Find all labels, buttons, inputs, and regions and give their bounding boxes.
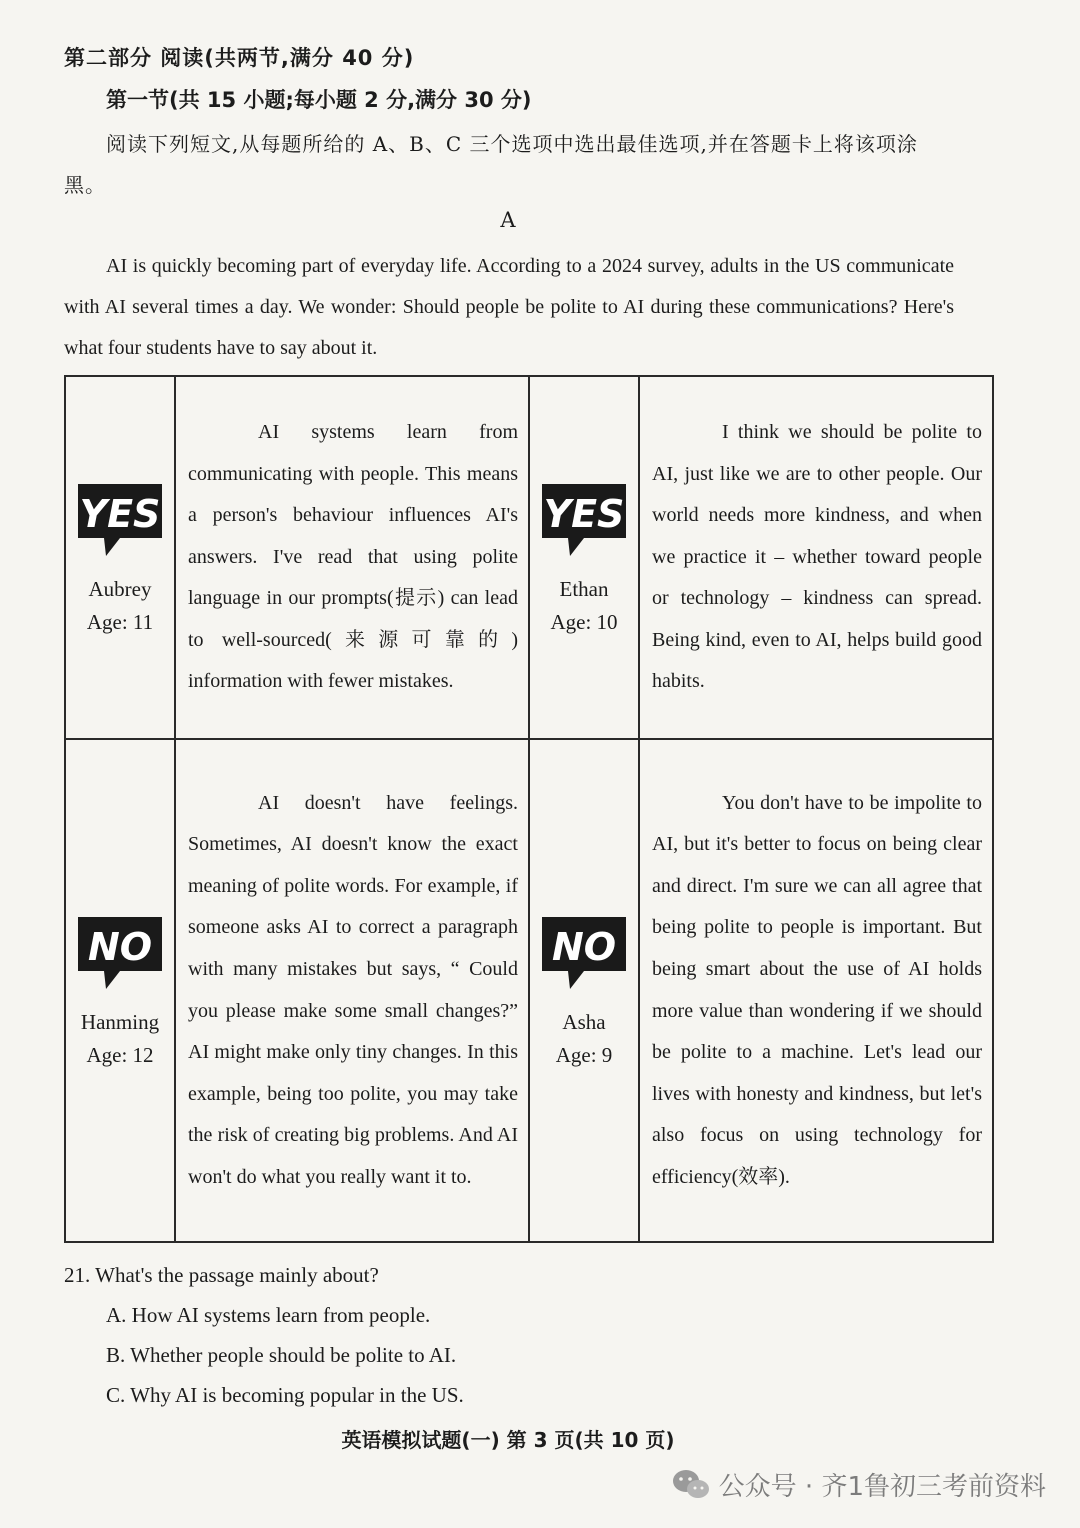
student-age: Age: 12 — [86, 1043, 154, 1067]
yes-bubble-icon — [72, 480, 168, 560]
passage-label: A — [500, 208, 516, 232]
student-name: Aubrey — [88, 577, 152, 601]
badge-label: NO — [551, 925, 617, 969]
student-opinion: AI systems learn from communicating with people. This means a person's behaviour influences AI's answers. I've read that using polite language in our prompts(提示) can lead to well-sourced(来源可靠的) information with fewer mistakes. — [175, 376, 529, 739]
yes-bubble-icon — [536, 480, 632, 560]
option-a: A. How AI systems learn from people. — [106, 1303, 431, 1327]
section-title: 第一节(共 15 小题;每小题 2 分,满分 30 分) — [106, 88, 532, 112]
intro-paragraph: AI is quickly becoming part of everyday life. According to a 2024 survey, adults in the US communicate with AI several times a day. We wonder: Should people be polite to AI during these communications? Here's what four students have to say about it. — [64, 255, 954, 359]
student-cell — [65, 739, 175, 1242]
student-name: Ethan — [559, 577, 609, 601]
part-title: 第二部分 阅读(共两节,满分 40 分) — [64, 46, 415, 70]
watermark-text: 公众号 · 齐1鲁初三考前资料 — [718, 1472, 1046, 1502]
student-opinion: AI doesn't have feelings. Sometimes, AI doesn't know the exact meaning of polite words. For example, if someone asks AI to correct a paragraph with many mistakes but says, “ Could you please make some small changes?” AI might make only tiny changes. In this example, being too polite, you may take the risk of creating big problems. And AI won't do what you really want it to. — [175, 739, 529, 1242]
no-bubble-icon — [72, 913, 168, 993]
student-age: Age: 11 — [86, 610, 154, 634]
student-cell — [529, 376, 639, 739]
question-stem: 21. What's the passage mainly about? — [64, 1263, 379, 1287]
students-table — [64, 375, 994, 1243]
student-cell — [65, 376, 175, 739]
option-b: B. Whether people should be polite to AI. — [106, 1343, 457, 1367]
question-21 — [64, 1255, 464, 1415]
student-age: Age: 10 — [550, 610, 618, 634]
student-age: Age: 9 — [555, 1043, 613, 1067]
instructions: 阅读下列短文,从每题所给的 A、B、C 三个选项中选出最佳选项,并在答题卡上将该项涂黑。 — [64, 132, 918, 197]
student-name: Asha — [562, 1010, 606, 1034]
badge-label: NO — [87, 925, 153, 969]
option-c: C. Why AI is becoming popular in the US. — [106, 1383, 464, 1407]
student-name: Hanming — [80, 1010, 160, 1034]
wechat-icon — [671, 1468, 711, 1502]
badge-label: YES — [543, 492, 625, 536]
student-cell — [529, 739, 639, 1242]
no-bubble-icon — [536, 913, 632, 993]
student-opinion: I think we should be polite to AI, just like we are to other people. Our world needs more kindness, and when we practice it – whether toward people or technology – kindness can spread. Being kind, even to AI, helps build good habits. — [639, 376, 993, 739]
page-footer: 英语模拟试题(一) 第 3 页(共 10 页) — [341, 1428, 675, 1452]
badge-label: YES — [79, 492, 161, 536]
watermark — [671, 1466, 1046, 1503]
student-opinion: You don't have to be impolite to AI, but it's better to focus on being clear and direct. I'm sure we can all agree that being polite to people is important. But being smart about the use of AI holds more value than wondering if we should be polite to a machine. Let's lead our lives with honesty and kindness, but let's also focus on using technology for efficiency(效率). — [639, 739, 993, 1242]
